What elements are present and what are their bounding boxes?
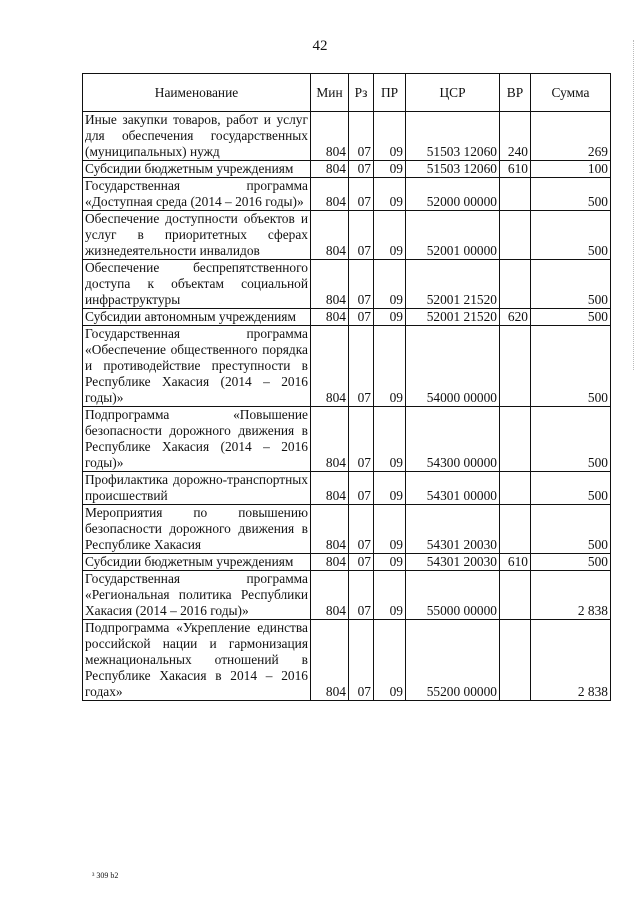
cell-rz: 07: [349, 472, 374, 505]
cell-sum: 500: [531, 505, 611, 554]
cell-vr: 610: [500, 554, 531, 571]
cell-name: Субсидии бюджетным учреждениям: [83, 161, 311, 178]
cell-pr: 09: [374, 407, 406, 472]
table-row: [83, 211, 611, 260]
cell-rz: 07: [349, 554, 374, 571]
cell-csr: 51503 12060: [406, 161, 500, 178]
cell-sum: 500: [531, 260, 611, 309]
cell-name: Иные закупки товаров, работ и услуг для обеспечения государственных (муниципальных) нужд: [83, 112, 311, 161]
cell-csr: 51503 12060: [406, 112, 500, 161]
footer-code: ³ 309 b2: [92, 871, 119, 880]
cell-pr: 09: [374, 620, 406, 701]
cell-csr: 54301 20030: [406, 505, 500, 554]
budget-table: [82, 73, 611, 701]
cell-name: Обеспечение доступности объектов и услуг в приоритетных сферах жизнедеятельности инвалидов: [83, 211, 311, 260]
cell-name: Мероприятия по повышению безопасности дорожного движения в Республике Хакасия: [83, 505, 311, 554]
header-vr: ВР: [500, 74, 531, 112]
cell-min: 804: [311, 620, 349, 701]
cell-csr: 54301 20030: [406, 554, 500, 571]
table-row: [83, 178, 611, 211]
cell-rz: 07: [349, 161, 374, 178]
cell-sum: 500: [531, 309, 611, 326]
table-row: [83, 472, 611, 505]
cell-min: 804: [311, 260, 349, 309]
cell-rz: 07: [349, 178, 374, 211]
cell-rz: 07: [349, 112, 374, 161]
cell-sum: 2 838: [531, 620, 611, 701]
table-row: [83, 620, 611, 701]
cell-vr: [500, 260, 531, 309]
cell-pr: 09: [374, 554, 406, 571]
cell-csr: 55200 00000: [406, 620, 500, 701]
cell-rz: 07: [349, 505, 374, 554]
cell-pr: 09: [374, 505, 406, 554]
cell-name: Государственная программа «Доступная среда (2014 – 2016 годы)»: [83, 178, 311, 211]
cell-min: 804: [311, 211, 349, 260]
cell-name: Подпрограмма «Повышение безопасности дорожного движения в Республике Хакасия (2014 – 2016 годы)»: [83, 407, 311, 472]
cell-min: 804: [311, 326, 349, 407]
cell-vr: [500, 326, 531, 407]
cell-pr: 09: [374, 260, 406, 309]
cell-rz: 07: [349, 407, 374, 472]
cell-sum: 500: [531, 211, 611, 260]
cell-min: 804: [311, 161, 349, 178]
cell-vr: 610: [500, 161, 531, 178]
table-row: [83, 161, 611, 178]
cell-name: Государственная программа «Обеспечение общественного порядка и противодействие преступности в Республике Хакасия (2014 – 2016 годы)»: [83, 326, 311, 407]
cell-csr: 52001 21520: [406, 260, 500, 309]
cell-min: 804: [311, 571, 349, 620]
cell-vr: 620: [500, 309, 531, 326]
cell-pr: 09: [374, 112, 406, 161]
cell-csr: 54300 00000: [406, 407, 500, 472]
cell-name: Государственная программа «Региональная политика Республики Хакасия (2014 – 2016 годы)»: [83, 571, 311, 620]
cell-pr: 09: [374, 309, 406, 326]
table-row: [83, 112, 611, 161]
cell-min: 804: [311, 554, 349, 571]
cell-vr: [500, 211, 531, 260]
header-csr: ЦСР: [406, 74, 500, 112]
table-row: [83, 571, 611, 620]
header-min: Мин: [311, 74, 349, 112]
cell-csr: 54301 00000: [406, 472, 500, 505]
cell-vr: 240: [500, 112, 531, 161]
cell-name: Профилактика дорожно-транспортных происшествий: [83, 472, 311, 505]
cell-pr: 09: [374, 211, 406, 260]
cell-csr: 52001 21520: [406, 309, 500, 326]
cell-rz: 07: [349, 620, 374, 701]
header-sum: Сумма: [531, 74, 611, 112]
cell-csr: 55000 00000: [406, 571, 500, 620]
cell-min: 804: [311, 112, 349, 161]
cell-min: 804: [311, 472, 349, 505]
header-name: Наименование: [83, 74, 311, 112]
cell-rz: 07: [349, 260, 374, 309]
cell-sum: 100: [531, 161, 611, 178]
cell-csr: 54000 00000: [406, 326, 500, 407]
cell-vr: [500, 505, 531, 554]
header-rz: Рз: [349, 74, 374, 112]
cell-vr: [500, 571, 531, 620]
cell-rz: 07: [349, 571, 374, 620]
cell-sum: 500: [531, 326, 611, 407]
header-pr: ПР: [374, 74, 406, 112]
cell-rz: 07: [349, 211, 374, 260]
table-header-row: [83, 74, 611, 112]
cell-vr: [500, 407, 531, 472]
cell-csr: 52000 00000: [406, 178, 500, 211]
page-number: 42: [312, 38, 328, 54]
cell-pr: 09: [374, 161, 406, 178]
cell-name: Субсидии бюджетным учреждениям: [83, 554, 311, 571]
table-row: [83, 326, 611, 407]
cell-name: Субсидии автономным учреждениям: [83, 309, 311, 326]
cell-sum: 2 838: [531, 571, 611, 620]
table-row: [83, 554, 611, 571]
table-body: [83, 112, 611, 701]
table-row: [83, 505, 611, 554]
cell-name: Подпрограмма «Укрепление единства российской нации и гармонизация межнациональных отношений в Республике Хакасия в 2014 – 2016 годах»: [83, 620, 311, 701]
cell-sum: 269: [531, 112, 611, 161]
cell-pr: 09: [374, 178, 406, 211]
cell-rz: 07: [349, 326, 374, 407]
cell-sum: 500: [531, 554, 611, 571]
cell-pr: 09: [374, 571, 406, 620]
cell-rz: 07: [349, 309, 374, 326]
cell-sum: 500: [531, 472, 611, 505]
cell-sum: 500: [531, 407, 611, 472]
cell-min: 804: [311, 407, 349, 472]
cell-sum: 500: [531, 178, 611, 211]
cell-csr: 52001 00000: [406, 211, 500, 260]
table-row: [83, 407, 611, 472]
cell-vr: [500, 472, 531, 505]
cell-pr: 09: [374, 326, 406, 407]
cell-min: 804: [311, 309, 349, 326]
cell-min: 804: [311, 505, 349, 554]
table-row: [83, 309, 611, 326]
cell-name: Обеспечение беспрепятственного доступа к объектам социальной инфраструктуры: [83, 260, 311, 309]
cell-min: 804: [311, 178, 349, 211]
cell-vr: [500, 620, 531, 701]
margin-dotted-line: [633, 40, 636, 370]
table-row: [83, 260, 611, 309]
cell-pr: 09: [374, 472, 406, 505]
cell-vr: [500, 178, 531, 211]
